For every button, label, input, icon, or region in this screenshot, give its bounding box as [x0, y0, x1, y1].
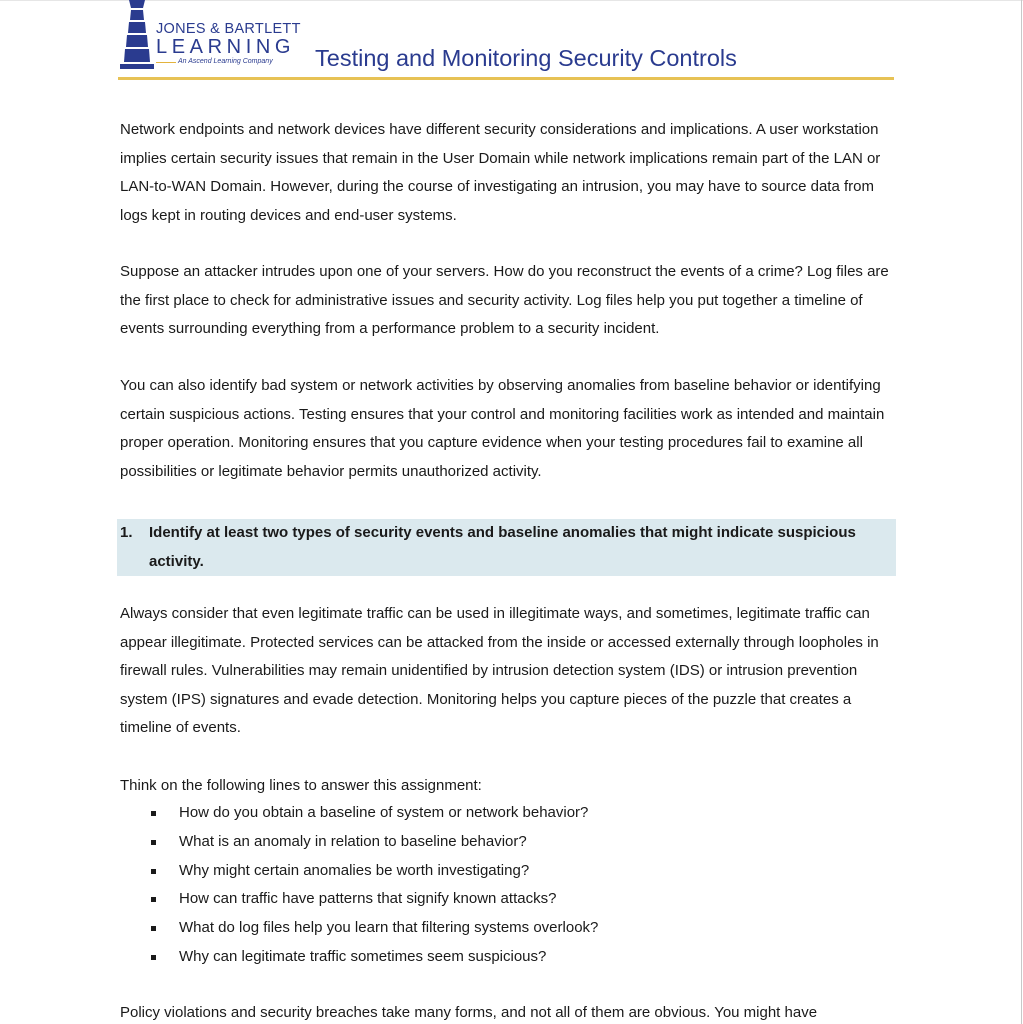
list-item: [150, 799, 598, 828]
lighthouse-icon: [118, 0, 154, 72]
bullet-icon: [151, 811, 156, 816]
paragraph-policy-violations: Policy violations and security breaches take many forms, and not all of them are obvious. You might have: [120, 1004, 818, 1021]
list-item-text: How can traffic have patterns that signify known attacks?: [179, 890, 557, 908]
list-item-text: Why can legitimate traffic sometimes seem suspicious?: [179, 947, 547, 965]
publisher-logo: [118, 0, 308, 72]
guiding-questions-list: [150, 799, 598, 972]
header-divider: [118, 77, 894, 80]
list-item-text: What is an anomaly in relation to baseline behavior?: [179, 832, 527, 850]
bullet-icon: [151, 955, 156, 960]
think-intro: Think on the following lines to answer this assignment:: [120, 777, 482, 794]
document-title: Testing and Monitoring Security Controls: [315, 45, 737, 71]
list-item: [150, 943, 598, 972]
bullet-icon: [151, 840, 156, 845]
bullet-icon: [151, 869, 156, 874]
list-item-text: What do log files help you learn that filtering systems overlook?: [179, 919, 599, 937]
question-number: 1.: [120, 524, 133, 541]
brand-tagline: An Ascend Learning Company: [178, 58, 273, 65]
tagline-divider: [156, 62, 176, 63]
brand-name-line1: JONES & BARTLETT: [156, 21, 301, 37]
bullet-icon: [151, 897, 156, 902]
page-right-edge: [1021, 0, 1022, 1024]
paragraph-testing-monitoring: You can also identify bad system or network activities by observing anomalies from baseline behavior or identifying certain suspicious actions. Testing ensures that your control and monitoring facilities work as intended and maintain proper operation. Monitoring ensures that you capture evidence when your testing procedures fail to examine all possibilities or legitimate behavior permits unauthorized activity.: [120, 377, 885, 480]
list-item: [150, 828, 598, 857]
brand-name-line2: LEARNING: [156, 36, 296, 58]
list-item: [150, 857, 598, 886]
paragraph-intro: Network endpoints and network devices have different security considerations and implications. A user workstation implies certain security issues that remain in the User Domain while network implications remain part of the LAN or LAN-to-WAN Domain. However, during the course of investigating an intrusion, you may have to source data from logs kept in routing devices and end-user systems.: [120, 121, 881, 224]
paragraph-legitimate-traffic: Always consider that even legitimate traffic can be used in illegitimate ways, and sometimes, legitimate traffic can appear illegitimate. Protected services can be attacked from the inside or accessed externally through loopholes in firewall rules. Vulnerabilities may remain unidentified by intrusion detection system (IDS) or intrusion prevention system (IPS) signatures and evade detection. Monitoring helps you capture pieces of the puzzle that creates a timeline of events.: [120, 605, 879, 737]
paragraph-log-files: Suppose an attacker intrudes upon one of your servers. How do you reconstruct the events of a crime? Log files are the first place to check for administrative issues and security activity. Log files help you put together a timeline of events surrounding everything from a performance problem to a security incident.: [120, 263, 889, 338]
list-item: [150, 914, 598, 943]
bullet-icon: [151, 926, 156, 931]
list-item: [150, 885, 598, 914]
question-text: Identify at least two types of security events and baseline anomalies that might indicate suspicious activity.: [149, 524, 856, 570]
list-item-text: How do you obtain a baseline of system or network behavior?: [179, 804, 589, 821]
question-callout: [117, 519, 896, 576]
list-item-text: Why might certain anomalies be worth investigating?: [179, 861, 530, 879]
